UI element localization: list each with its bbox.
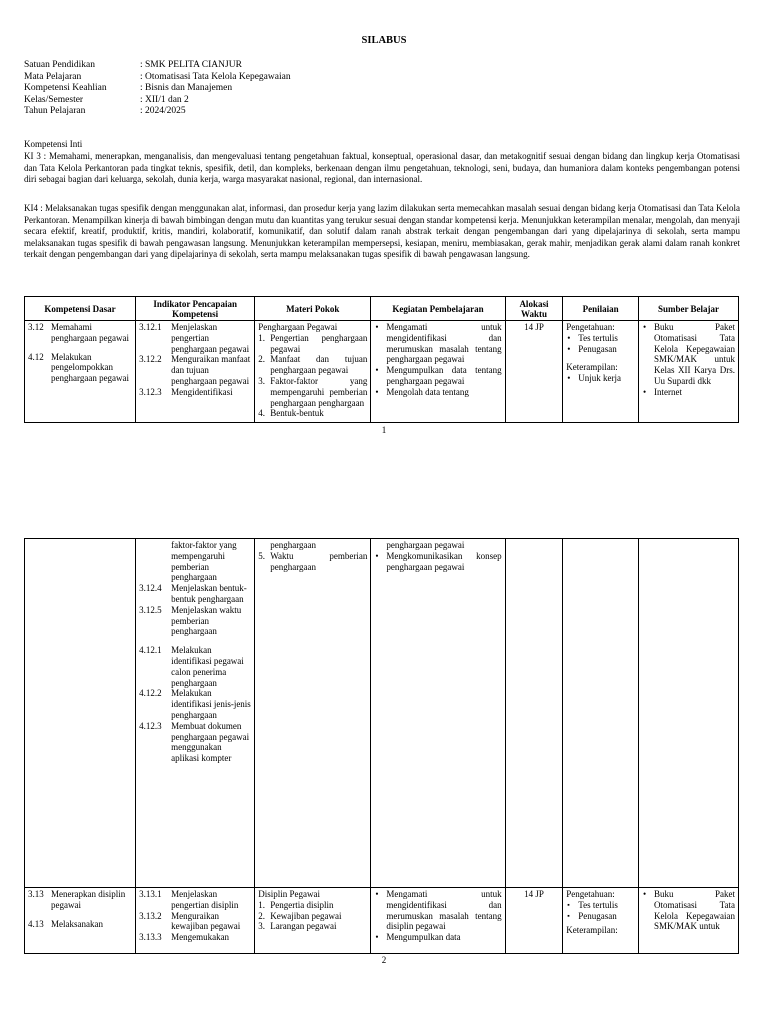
sb-item: • Buku Paket Otomatisasi Tata Kelola Kepegawaian SMK/MAK untuk Kelas XII Karya Drs. Uu Supardi dkk bbox=[654, 322, 735, 387]
ki4-paragraph: KI4 : Melaksanakan tugas spesifik dengan menggunakan alat, informasi, dan prosedur kerja yang lazim dilakukan serta memecahkan masalah sesuai dengan bidang kerja Otomatisasi dan Tata Kelola Perkantoran. Menampilkan kinerja di bawah bimbingan dengan mutu dan kuantitas yang terukur sesuai dengan standar kompetensi kerja. Menunjukkan keterampilan menalar, mengolah, dan menyaji secara efektif, kreatif, produktif, kritis, mandiri, kolaboratif, komunikatif, dan solutif dalam ranah abstrak terkait dengan pengembangan dari yang dipelajarinya di sekolah, serta mampu melaksanakan tugas spesifik di bawah pengawasan langsung. Menunjukkan keterampilan mempersepsi, kesiapan, meniru, membiasakan, gerak mahir, menjadikan gerak alami dalam ranah konkret terkait dengan pengembangan dari yang dipelajarinya di sekolah, serta mampu melaksanakan tugas spesifik di bawah pengawasan langsung. bbox=[24, 203, 740, 259]
ipk-number: 3.13.1 bbox=[139, 889, 162, 899]
kp-item: • Mengumpulkan data tentang penghargaan pegawai bbox=[386, 365, 501, 387]
mp-number: 5. bbox=[258, 550, 265, 561]
mp-item bbox=[258, 354, 367, 376]
mp-continuation: penghargaan bbox=[270, 540, 317, 550]
aw-value: 14 JP bbox=[524, 889, 544, 899]
ipk-text: Menjelaskan pengertian disiplin bbox=[171, 889, 239, 910]
kd-text: Menerapkan disiplin pegawai bbox=[51, 889, 126, 910]
pn-item: ▪ Penugasan bbox=[578, 911, 635, 922]
ipk-text: Menguraikan manfaat dan tujuan penghargaan pegawai bbox=[171, 354, 251, 386]
sb-cell bbox=[638, 321, 738, 423]
pn-heading: Pengetahuan: bbox=[566, 322, 615, 332]
ipk-number: 3.13.3 bbox=[139, 932, 162, 943]
ipk-text: Mengidentifikasi bbox=[171, 386, 233, 397]
kd-text: Melakukan pengelompokkan penghargaan pegawai bbox=[51, 351, 130, 384]
ipk-number: 4.12.2 bbox=[139, 688, 162, 699]
pn-item: ▪ Tes tertulis bbox=[578, 900, 635, 911]
mp-number: 1. bbox=[258, 332, 265, 343]
kd-item bbox=[28, 919, 132, 930]
mp-cell bbox=[255, 888, 371, 954]
ipk-item bbox=[139, 889, 251, 911]
kp-item: • Mengkomunikasikan konsep penghargaan pegawai bbox=[386, 551, 501, 573]
ipk-text: Membuat dokumen penghargaan pegawai menggunakan aplikasi kompter bbox=[171, 720, 250, 764]
kp-item: • Mengolah data tentang bbox=[386, 387, 501, 398]
ipk-cell bbox=[136, 539, 255, 888]
ipk-item bbox=[139, 387, 251, 398]
kd-item bbox=[28, 889, 132, 911]
info-label: Tahun Pelajaran bbox=[24, 106, 86, 116]
ipk-item bbox=[139, 322, 251, 354]
kp-cell bbox=[371, 539, 505, 888]
info-value: : 2024/2025 bbox=[140, 106, 186, 116]
table-header-row bbox=[25, 297, 739, 321]
kd-cell bbox=[25, 539, 136, 888]
mp-text: Waktu pemberian penghargaan bbox=[270, 550, 368, 572]
kd-item bbox=[28, 322, 132, 344]
pn-cell bbox=[563, 888, 639, 954]
info-value: : Bisnis dan Manajemen bbox=[140, 83, 233, 93]
mp-text: Pengertian penghargaan pegawai bbox=[270, 332, 368, 354]
ipk-item bbox=[139, 583, 251, 605]
mp-title: Penghargaan Pegawai bbox=[258, 322, 338, 332]
mp-cell bbox=[255, 539, 371, 888]
ipk-item bbox=[139, 688, 251, 720]
ipk-text: Menguraikan kewajiban pegawai bbox=[171, 910, 241, 932]
kd-text: Memahami penghargaan pegawai bbox=[51, 322, 130, 343]
pn-heading: Keterampilan: bbox=[566, 362, 618, 373]
ki3-paragraph: KI 3 : Memahami, menerapkan, menganalisis, dan mengevaluasi tentang pengetahuan faktual, konseptual, operasional dasar, dan metakognitif sesuai dengan bidang dan lingkup kerja Otomatisasi dan Tata Kelola Perkantoran pada tingkat teknis, spesifik, detil, dan kompleks, berkenaan dengan ilmu pengetahuan, teknologi, seni, budaya, dan humaniora dalam konteks pengembangan potensi diri sebagai bagian dari keluarga, sekolah, dunia kerja, warga masyarakat nasional, regional, dan internasional. bbox=[24, 151, 740, 184]
info-row bbox=[24, 95, 291, 107]
info-label: Mata Pelajaran bbox=[24, 71, 82, 82]
mp-text: Larangan pegawai bbox=[270, 921, 337, 932]
syllabus-table-page1 bbox=[24, 296, 739, 423]
info-value: : XII/1 dan 2 bbox=[140, 94, 189, 105]
header-indikator: Indikator Pencapaian Kompetensi bbox=[136, 297, 255, 321]
sb-item: • Internet bbox=[654, 387, 735, 398]
mp-item bbox=[258, 551, 367, 573]
info-row bbox=[24, 72, 291, 84]
ipk-number: 3.12.2 bbox=[139, 354, 162, 365]
mp-item bbox=[258, 408, 367, 419]
page-number: 2 bbox=[381, 955, 387, 965]
sb-cell bbox=[638, 888, 738, 954]
kp-item: • Mengamati untuk mengidentifikasi dan merumuskan masalah tentang disiplin pegawai bbox=[386, 889, 501, 932]
ipk-number: 3.13.2 bbox=[139, 910, 162, 921]
ki-heading: Kompetensi Inti bbox=[24, 139, 83, 149]
header-penilaian: Penilaian bbox=[563, 297, 639, 321]
ipk-text: Menjelaskan pengertian penghargaan pegawai bbox=[171, 322, 250, 354]
mp-text: Faktor-faktor yang mempengaruhi pemberian penghargaan penghargaan bbox=[270, 375, 368, 408]
table-row bbox=[25, 321, 739, 423]
ipk-item bbox=[139, 605, 251, 637]
ipk-item bbox=[139, 354, 251, 386]
header-alokasi-waktu: Alokasi Waktu bbox=[505, 297, 563, 321]
ipk-text: Menjelaskan bentuk-bentuk penghargaan bbox=[171, 583, 247, 604]
ipk-number: 3.12.3 bbox=[139, 386, 162, 397]
info-value: : SMK PELITA CIANJUR bbox=[140, 60, 242, 70]
mp-number: 2. bbox=[258, 910, 265, 921]
mp-number: 3. bbox=[258, 375, 265, 386]
page-number: 1 bbox=[381, 425, 387, 435]
ipk-cell bbox=[136, 888, 255, 954]
header-kegiatan: Kegiatan Pembelajaran bbox=[371, 297, 505, 321]
mp-text: Manfaat dan tujuan penghargaan pegawai bbox=[270, 354, 368, 376]
ipk-cell bbox=[136, 321, 255, 423]
header-kompetensi-dasar: Kompetensi Dasar bbox=[25, 297, 136, 321]
pn-item: • Unjuk kerja bbox=[578, 373, 635, 384]
mp-item bbox=[258, 376, 367, 408]
mp-item bbox=[258, 900, 367, 911]
ipk-number: 4.12.3 bbox=[139, 720, 162, 731]
kp-item: • Mengamati untuk mengidentifikasi dan merumuskan masalah tentang penghargaan pegawai bbox=[386, 322, 501, 365]
sb-cell bbox=[638, 539, 738, 888]
mp-title: Disiplin Pegawai bbox=[258, 889, 320, 899]
ipk-text: Mengemukakan bbox=[171, 932, 230, 943]
kd-cell bbox=[25, 888, 136, 954]
header-sumber-belajar: Sumber Belajar bbox=[638, 297, 738, 321]
pn-heading: Pengetahuan: bbox=[566, 889, 615, 899]
mp-item bbox=[258, 911, 367, 922]
aw-cell bbox=[505, 321, 563, 423]
kd-number: 3.12 bbox=[28, 322, 44, 332]
ipk-number: 4.12.1 bbox=[139, 645, 162, 656]
info-label: Kompetensi Keahlian bbox=[24, 83, 107, 93]
document-title: SILABUS bbox=[361, 35, 407, 46]
mp-item bbox=[258, 921, 367, 932]
mp-number: 2. bbox=[258, 354, 265, 365]
kd-number: 3.13 bbox=[28, 889, 44, 899]
ipk-text: Melakukan identifikasi pegawai calon penerima penghargaan bbox=[171, 645, 244, 688]
pn-cell bbox=[563, 321, 639, 423]
kd-number: 4.13 bbox=[28, 918, 44, 929]
table-row bbox=[25, 888, 739, 954]
kd-cell bbox=[25, 321, 136, 423]
pn-item: • Tes tertulis bbox=[578, 333, 635, 344]
aw-cell bbox=[505, 539, 563, 888]
info-row bbox=[24, 83, 291, 95]
kp-cell bbox=[371, 888, 505, 954]
info-label: Kelas/Semester bbox=[24, 94, 84, 105]
mp-text: Pengertia disiplin bbox=[270, 899, 334, 910]
ipk-number: 3.12.1 bbox=[139, 322, 162, 332]
ipk-item bbox=[139, 932, 251, 943]
pn-heading: Keterampilan: bbox=[566, 925, 618, 936]
mp-number: 4. bbox=[258, 408, 265, 419]
identity-block bbox=[24, 60, 291, 118]
ipk-item bbox=[139, 721, 251, 764]
ipk-number: 3.12.5 bbox=[139, 604, 162, 615]
kd-item bbox=[28, 352, 132, 384]
kp-item: • Mengumpulkan data bbox=[386, 932, 501, 943]
ipk-text: Menjelaskan waktu pemberian penghargaan bbox=[171, 604, 242, 637]
ipk-text: Melakukan identifikasi jenis-jenis penghargaan bbox=[171, 688, 251, 720]
mp-number: 1. bbox=[258, 899, 265, 910]
sb-item: • Buku Paket Otomatisasi Tata Kelola Kepegawaian SMK/MAK untuk bbox=[654, 889, 735, 932]
aw-cell bbox=[505, 888, 563, 954]
kd-text: Melaksanakan bbox=[51, 918, 103, 929]
header-materi-pokok: Materi Pokok bbox=[255, 297, 371, 321]
aw-value: 14 JP bbox=[524, 322, 544, 332]
kp-cell bbox=[371, 321, 505, 423]
info-value: : Otomatisasi Tata Kelola Kepegawaian bbox=[140, 71, 291, 82]
ipk-item bbox=[139, 911, 251, 933]
ipk-number: 3.12.4 bbox=[139, 583, 162, 594]
table-row bbox=[25, 539, 739, 888]
mp-item bbox=[258, 333, 367, 355]
kp-continuation: penghargaan pegawai bbox=[386, 540, 465, 550]
kd-number: 4.12 bbox=[28, 351, 44, 362]
syllabus-table-page2 bbox=[24, 538, 739, 954]
pn-item: • Penugasan bbox=[578, 344, 635, 355]
mp-text: Kewajiban pegawai bbox=[270, 910, 342, 921]
info-label: Satuan Pendidikan bbox=[24, 60, 95, 70]
ipk-continuation: faktor-faktor yang mempengaruhi pemberian penghargaan bbox=[171, 540, 237, 583]
pn-cell bbox=[563, 539, 639, 888]
mp-cell bbox=[255, 321, 371, 423]
ipk-item bbox=[139, 645, 251, 688]
mp-number: 3. bbox=[258, 921, 265, 932]
info-row bbox=[24, 60, 291, 72]
mp-text: Bentuk-bentuk bbox=[270, 408, 324, 419]
info-row bbox=[24, 106, 291, 118]
